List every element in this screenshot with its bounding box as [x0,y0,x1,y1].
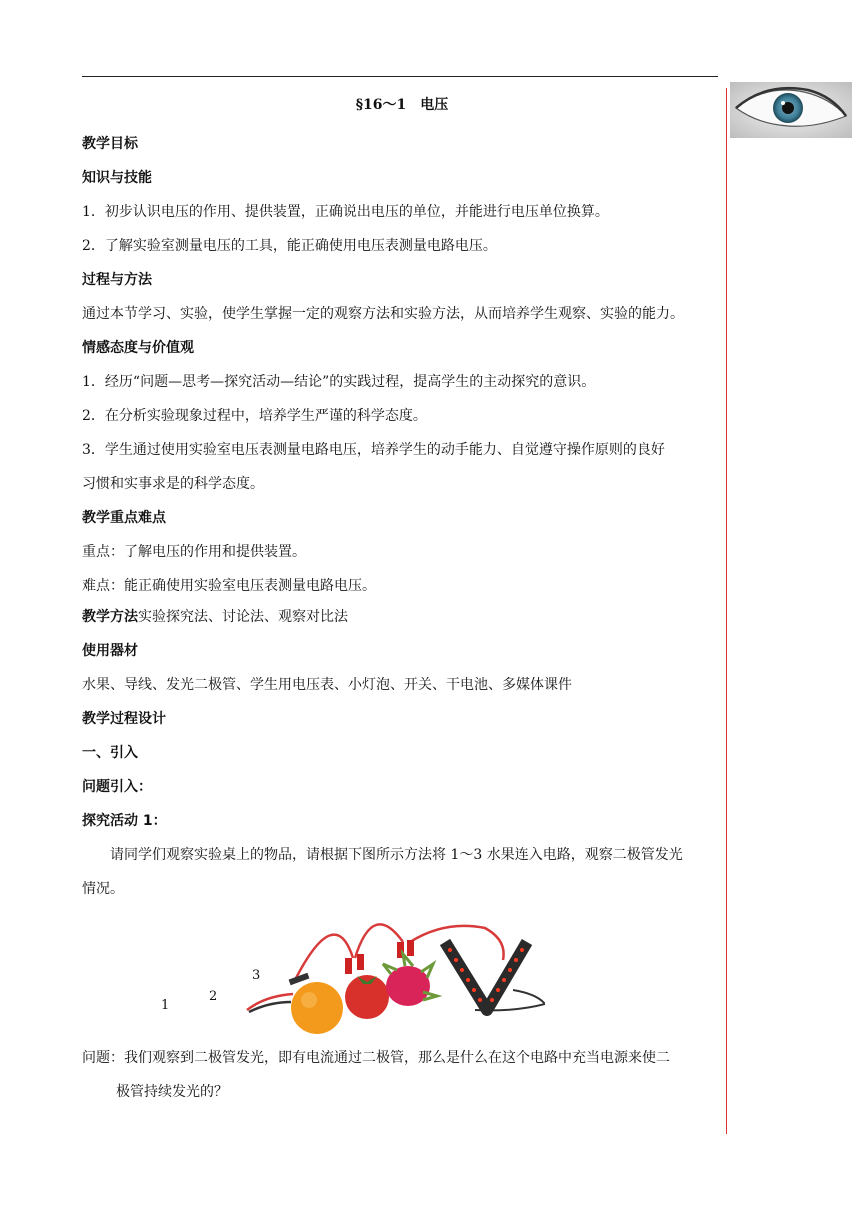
method-label: 教学方法 [82,609,138,625]
figure-label-3: 3 [252,968,261,983]
lines-line: 通过本节学习、实验，使学生掌握一定的观察方法和实验方法，从而培养学生观察、实验的能力。 [82,306,684,322]
question-text-1: 问题：我们观察到二极管发光，即有电流通过二极管，那么是什么在这个电路中充当电源来使二 [82,1050,670,1066]
lines2-line: 探究活动 1： [82,813,167,829]
header-rule [82,76,718,77]
lines-line: 1．经历“问题—思考—探究活动—结论”的实践过程，提高学生的主动探究的意识。 [82,374,596,390]
figure-label-1: 1 [161,998,170,1013]
lines-line: 教学重点难点 [82,510,166,526]
lines-line: 情感态度与价值观 [82,340,194,356]
activity-text-1: 请同学们观察实验桌上的物品，请根据下图所示方法将 1～3 水果连入电路，观察二极管发光 [110,847,683,863]
lines-line: 难点：能正确使用实验室电压表测量电路电压。 [82,578,376,594]
lines2-line: 一、引入 [82,745,138,761]
lines-line: 重点：了解电压的作用和提供装置。 [82,544,306,560]
eye-image [730,82,852,138]
activity-text-2: 情况。 [82,881,124,897]
lines-line: 知识与技能 [82,170,152,186]
teaching-method-line [82,607,348,627]
lines-line: 1．初步认识电压的作用、提供装置，正确说出电压的单位，并能进行电压单位换算。 [82,204,609,220]
lines-line: 2．在分析实验现象过程中，培养学生严谨的科学态度。 [82,408,427,424]
lines2-line: 问题引入： [82,779,152,795]
question-text-2: 极管持续发光的？ [116,1084,228,1100]
fruit-battery-figure [245,900,545,1035]
page-title: §16～1 电压 [355,97,449,113]
lines2-line: 使用器材 [82,643,138,659]
lines2-line: 教学过程设计 [82,711,166,727]
margin-rule [726,88,727,1134]
lines-line: 2．了解实验室测量电压的工具，能正确使用电压表测量电路电压。 [82,238,497,254]
lines-line: 3．学生通过使用实验室电压表测量电路电压，培养学生的动手能力、自觉遵守操作原则的良好 [82,442,665,458]
method-text: 实验探究法、讨论法、观察对比法 [138,609,348,625]
lines-line: 过程与方法 [82,272,152,288]
lines-line: 习惯和实事求是的科学态度。 [82,476,264,492]
lines-line: 教学目标 [82,136,138,152]
figure-label-2: 2 [209,989,218,1004]
lines2-line: 水果、导线、发光二极管、学生用电压表、小灯泡、开关、干电池、多媒体课件 [82,677,572,693]
